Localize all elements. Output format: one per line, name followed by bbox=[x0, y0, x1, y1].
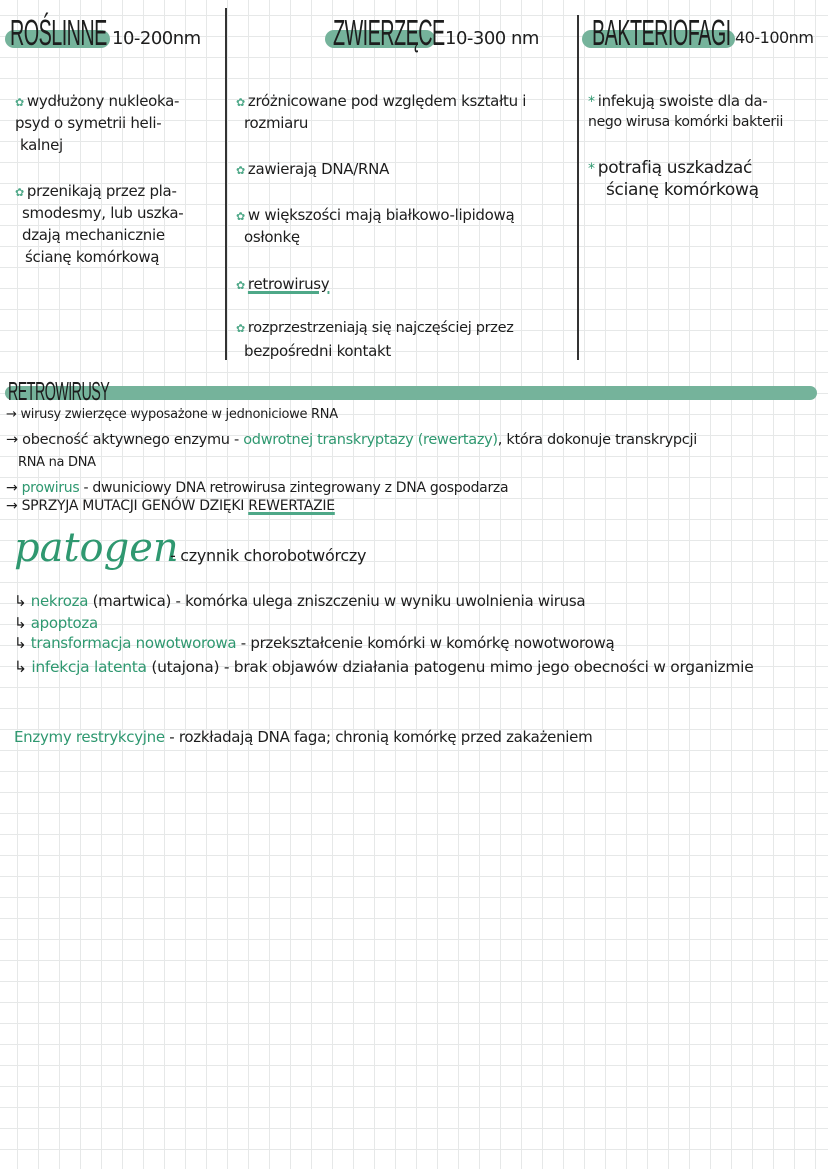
retro-line: → obecność aktywnego enzymu - odwrotnej transkryptazy (rewertazy), która dokonuje transkrypcji bbox=[6, 432, 697, 448]
bullet: * infekują swoiste dla da- bbox=[588, 92, 768, 110]
patogen-definition: - czynnik chorobotwórczy bbox=[170, 546, 367, 565]
bullet: ✿ zróżnicowane pod względem kształtu i bbox=[236, 92, 527, 110]
enzymy-line: Enzymy restrykcyjne - rozkładają DNA faga; chronią komórkę przed zakażeniem bbox=[14, 728, 593, 746]
heading-zwierzece: ZWIERZĘCE bbox=[333, 12, 445, 53]
bullet-icon: ✿ bbox=[236, 279, 245, 292]
bullet-cont: dzają mechanicznie bbox=[22, 226, 165, 244]
bullet: ✿ retrowirusy bbox=[236, 275, 330, 293]
highlight-bar bbox=[5, 386, 817, 400]
bullet-cont: rozmiaru bbox=[244, 114, 309, 132]
bullet-icon: ✿ bbox=[236, 96, 245, 109]
retro-line: RNA na DNA bbox=[18, 455, 96, 470]
bullet-cont: bezpośredni kontakt bbox=[244, 342, 391, 360]
bullet-cont: ścianę komórkową bbox=[25, 248, 160, 266]
bullet-icon: ✿ bbox=[236, 164, 245, 177]
patogen-item: ↳ transformacja nowotworowa - przekształcenie komórki w komórkę nowotworową bbox=[14, 634, 615, 652]
bullet-icon: ✿ bbox=[236, 210, 245, 223]
asterisk-icon: * bbox=[588, 94, 595, 110]
bullet-cont: psyd o symetrii heli- bbox=[15, 114, 162, 132]
size-range: 10-200nm bbox=[112, 28, 201, 49]
retro-line: → SPRZYJA MUTACJI GENÓW DZIĘKI REWERTAZIE bbox=[6, 498, 335, 514]
patogen-item: ↳ apoptoza bbox=[14, 614, 98, 632]
retro-line: → wirusy zwierzęce wyposażone w jednoniciowe RNA bbox=[6, 407, 338, 422]
bullet: ✿ rozprzestrzeniają się najczęściej przez bbox=[236, 320, 514, 336]
bullet: ✿ zawierają DNA/RNA bbox=[236, 160, 390, 178]
bullet: * potrafią uszkadzać bbox=[588, 158, 753, 178]
bullet-cont: osłonkę bbox=[244, 228, 300, 246]
heading-bakteriofagi: BAKTERIOFAGI bbox=[592, 12, 731, 53]
heading-retrowirusy: RETROWIRUSY bbox=[8, 376, 110, 406]
heading-roslinne: ROŚLINNE bbox=[10, 12, 107, 53]
size-range: 40-100nm bbox=[735, 28, 814, 47]
bullet-icon: ✿ bbox=[236, 322, 245, 335]
size-range: 10-300 nm bbox=[445, 28, 539, 49]
bullet-icon: ✿ bbox=[15, 186, 24, 199]
bullet: ✿ wydłużony nukleoka- bbox=[15, 92, 180, 110]
bullet-cont: ścianę komórkową bbox=[606, 180, 759, 200]
bullet-cont: kalnej bbox=[20, 136, 63, 154]
patogen-item: ↳ infekcja latenta (utajona) - brak objawów działania patogenu mimo jego obecności w organizmie bbox=[14, 658, 754, 676]
bullet-cont: nego wirusa komórki bakterii bbox=[588, 114, 784, 130]
patogen-item: ↳ nekroza (martwica) - komórka ulega zniszczeniu w wyniku uwolnienia wirusa bbox=[14, 592, 586, 610]
bullet: ✿ przenikają przez pla- bbox=[15, 182, 177, 200]
bullet-cont: smodesmy, lub uszka- bbox=[22, 204, 184, 222]
patogen-heading: patogen bbox=[14, 525, 179, 571]
column-divider bbox=[225, 8, 227, 360]
asterisk-icon: * bbox=[588, 161, 595, 177]
retro-line: → prowirus - dwuniciowy DNA retrowirusa zintegrowany z DNA gospodarza bbox=[6, 480, 509, 496]
bullet-icon: ✿ bbox=[15, 96, 24, 109]
column-divider bbox=[577, 15, 579, 360]
bullet: ✿ w większości mają białkowo-lipidową bbox=[236, 206, 515, 224]
